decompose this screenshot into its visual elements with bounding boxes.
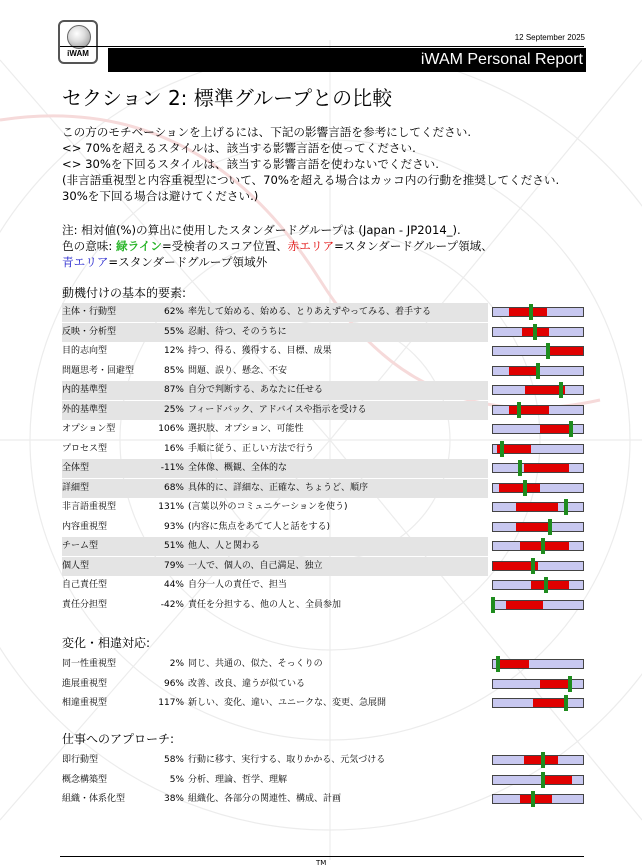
pattern-description: 行動に移す、実行する、取りかかる、元気づける: [188, 755, 386, 765]
table-row: [62, 362, 488, 381]
score-marker: [559, 382, 563, 398]
score-marker: [564, 499, 568, 515]
pattern-description: 忍耐、待つ、そのうちに: [188, 326, 287, 337]
pattern-percent: 44%: [163, 580, 184, 590]
pattern-name: 目的志向型: [62, 346, 108, 356]
score-marker: [541, 752, 545, 768]
iwam-logo: [58, 20, 98, 64]
pattern-percent: 117%: [158, 698, 184, 708]
table-row: [62, 303, 488, 322]
score-bar: [492, 561, 584, 571]
pattern-percent: -11%: [160, 463, 184, 473]
pattern-description: 他人、人と関わる: [188, 541, 261, 551]
pattern-name: 同一性重視型: [62, 659, 117, 669]
standard-group-area: [516, 503, 557, 511]
pattern-description: 自分で判断する、あなたに任せる: [188, 385, 324, 395]
table-row: [62, 537, 488, 556]
standard-group-area: [520, 795, 552, 803]
group-title-motivation: 動機付けの基本的要素:: [62, 286, 187, 300]
pattern-percent: 93%: [163, 521, 184, 532]
pattern-percent: 62%: [163, 307, 184, 317]
pattern-description: 持つ、得る、獲得する、目標、成果: [188, 346, 332, 356]
score-marker: [496, 656, 500, 672]
pattern-name: 問題思考・回避型: [62, 365, 135, 376]
legend-blue-desc: =スタンダードグループ領域外: [108, 255, 268, 269]
score-bar: [492, 307, 584, 317]
pattern-percent: 55%: [163, 326, 184, 337]
pattern-name: 組織・体系化型: [62, 794, 126, 804]
score-marker: [569, 421, 573, 437]
table-row: [62, 479, 488, 498]
score-bar: [492, 346, 584, 356]
legend-red-desc: =スタンダードグループ領域、: [334, 239, 493, 253]
table-row: [62, 518, 488, 537]
score-marker: [533, 324, 537, 340]
pattern-description: 自分一人の責任で、担当: [188, 580, 287, 590]
pattern-name: 責任分担型: [62, 599, 108, 610]
pattern-description: 同じ、共通の、似た、そっくりの: [188, 659, 323, 669]
table-row: [62, 675, 488, 694]
pattern-description: 組織化、各部分の関連性、構成、計画: [188, 794, 342, 804]
pattern-name: 反映・分析型: [62, 326, 117, 337]
group-title-approach: 仕事へのアプローチ:: [62, 732, 175, 746]
pattern-percent: 131%: [158, 502, 184, 512]
pattern-percent: -42%: [160, 599, 184, 610]
pattern-name: 即行動型: [62, 755, 99, 765]
trademark-mark: TM: [316, 859, 327, 867]
pattern-percent: 5%: [169, 774, 184, 785]
pattern-percent: 25%: [163, 404, 184, 415]
pattern-description: (言葉以外のコミュニケーションを使う): [188, 502, 348, 512]
group-title-change: 変化・相違対応:: [62, 636, 151, 650]
score-bar: [492, 385, 584, 395]
pattern-description: 全体像、概観、全体的な: [188, 463, 288, 473]
score-bar: [492, 580, 584, 590]
standard-group-area: [531, 581, 569, 589]
pattern-description: 新しい、変化、違い、ユニークな、変更、急展開: [188, 698, 387, 708]
score-marker: [500, 441, 504, 457]
standard-group-area: [533, 699, 565, 707]
table-row: [62, 401, 488, 420]
pattern-name: 概念構築型: [62, 774, 108, 785]
standard-group-area: [506, 601, 544, 609]
standard-group-area: [509, 406, 549, 414]
table-row: [62, 694, 488, 713]
score-marker: [536, 363, 540, 379]
pattern-description: 改善、改良、違うが似ている: [188, 678, 306, 689]
legend-green-desc: =受検者のスコア位置、: [162, 239, 288, 253]
table-row: [62, 751, 488, 770]
score-marker: [531, 558, 535, 574]
standard-group-area: [497, 660, 529, 668]
pattern-name: 進展重視型: [62, 678, 108, 689]
table-row: [62, 576, 488, 595]
table-row: [62, 342, 488, 361]
pattern-percent: 58%: [163, 755, 184, 765]
standard-group-area: [543, 776, 572, 784]
note-line-1: 注: 相対値(%)の算出に使用したスタンダードグループは (Japan - JP2014_).: [62, 223, 461, 237]
pattern-percent: 16%: [163, 443, 184, 454]
score-marker: [544, 577, 548, 593]
table-row: [62, 381, 488, 400]
score-marker: [518, 460, 522, 476]
pattern-description: 選択肢、オプション、可能性: [188, 424, 304, 434]
pattern-percent: 12%: [163, 346, 184, 356]
table-row: [62, 596, 488, 615]
score-bar: [492, 679, 584, 689]
report-title-banner: iWAM Personal Report: [108, 48, 586, 72]
pattern-percent: 68%: [163, 482, 184, 493]
color-legend-line-2: [62, 254, 580, 270]
score-marker: [517, 402, 521, 418]
pattern-name: 外的基準型: [62, 404, 108, 415]
pattern-percent: 106%: [158, 424, 184, 434]
score-marker: [541, 538, 545, 554]
pattern-description: 手順に従う、正しい方法で行う: [188, 443, 315, 454]
table-row: [62, 420, 488, 439]
pattern-description: 分析、理論、哲学、理解: [188, 774, 288, 785]
pattern-description: 責任を分担する、他の人と、全員参加: [188, 599, 342, 610]
table-row: [62, 771, 488, 790]
intro-line-4: (非言語重視型と内容重視型について、70%を超える場合はカッコ内の行動を推奨してください. 30%を下回る場合は避けてください.): [62, 173, 560, 203]
pattern-description: (内容に焦点をあてて人と話をする): [188, 521, 331, 532]
pattern-description: 一人で、個人の、自己満足、独立: [188, 560, 323, 571]
score-marker: [568, 676, 572, 692]
legend-green-label: 緑ライン: [115, 239, 163, 253]
score-bar: [492, 327, 584, 337]
standard-group-area: [499, 484, 540, 492]
pattern-percent: 2%: [169, 659, 184, 669]
score-bar: [492, 483, 584, 493]
pattern-name: 全体型: [62, 463, 90, 473]
score-marker: [523, 480, 527, 496]
standard-group-area: [524, 464, 569, 472]
score-bar: [492, 444, 584, 454]
intro-line-1: この方のモチベーションを上げるには、下記の影響言語を参考にしてください.: [62, 125, 472, 139]
logo-text: iWAM: [67, 49, 89, 58]
section-title: セクション 2: 標準グループとの比較: [62, 86, 393, 110]
table-row: [62, 440, 488, 459]
score-bar: [492, 463, 584, 473]
pattern-name: 非言語重視型: [62, 502, 117, 512]
table-row: [62, 459, 488, 478]
legend-red-label: 赤エリア: [287, 239, 335, 253]
score-marker: [541, 772, 545, 788]
table-row: [62, 790, 488, 809]
score-marker: [546, 343, 550, 359]
pattern-name: プロセス型: [62, 443, 108, 454]
pattern-percent: 85%: [163, 365, 184, 376]
score-bar: [492, 424, 584, 434]
score-marker: [548, 519, 552, 535]
intro-line-2: <> 70%を超えるスタイルは、該当する影響言語を使ってください.: [62, 141, 416, 155]
report-date: 12 September 2025: [514, 33, 585, 42]
pattern-name: 主体・行動型: [62, 307, 117, 317]
pattern-percent: 51%: [163, 541, 184, 551]
standard-group-area: [540, 680, 572, 688]
score-bar: [492, 541, 584, 551]
score-bar: [492, 600, 584, 610]
pattern-percent: 38%: [163, 794, 184, 804]
standard-group-area: [547, 347, 583, 355]
table-row: [62, 655, 488, 674]
score-bar: [492, 502, 584, 512]
score-bar: [492, 659, 584, 669]
footer-rule: [60, 856, 584, 857]
score-bar: [492, 522, 584, 532]
pattern-name: 自己責任型: [62, 580, 108, 590]
standard-group-area: [540, 425, 571, 433]
score-marker: [531, 791, 535, 807]
pattern-name: 内容重視型: [62, 521, 108, 532]
score-marker: [564, 695, 568, 711]
score-marker: [491, 597, 495, 613]
table-row: [62, 557, 488, 576]
pattern-name: 個人型: [62, 560, 90, 571]
header-rule: [60, 46, 584, 47]
score-bar: [492, 775, 584, 785]
intro-line-3: <> 30%を下回るスタイルは、該当する影響言語を使わないでください.: [62, 157, 439, 171]
score-bar: [492, 755, 584, 765]
pattern-description: フィードバック、アドバイスや指示を受ける: [188, 404, 367, 415]
score-bar: [492, 366, 584, 376]
score-bar: [492, 794, 584, 804]
score-bar: [492, 698, 584, 708]
pattern-description: 率先して始める、始める、とりあえずやってみる、着手する: [188, 307, 432, 317]
pattern-percent: 96%: [163, 678, 184, 689]
intro-text: [62, 124, 580, 204]
pattern-name: オプション型: [62, 424, 116, 434]
pattern-percent: 79%: [163, 560, 184, 571]
pattern-name: 詳細型: [62, 482, 90, 493]
score-bar: [492, 405, 584, 415]
table-row: [62, 323, 488, 342]
pattern-description: 問題、誤り、懸念、不安: [188, 365, 288, 376]
pattern-description: 具体的に、詳細な、正確な、ちょうど、順序: [188, 482, 369, 493]
table-row: [62, 498, 488, 517]
score-marker: [529, 304, 533, 320]
legend-blue-label: 青エリア: [62, 255, 109, 269]
legend-prefix: 色の意味:: [62, 239, 113, 253]
pattern-name: チーム型: [62, 541, 99, 551]
pattern-name: 相違重視型: [62, 698, 108, 708]
color-legend: [62, 238, 580, 254]
pattern-name: 内的基準型: [62, 385, 108, 395]
note-text: [62, 222, 580, 270]
pattern-percent: 87%: [163, 385, 184, 395]
